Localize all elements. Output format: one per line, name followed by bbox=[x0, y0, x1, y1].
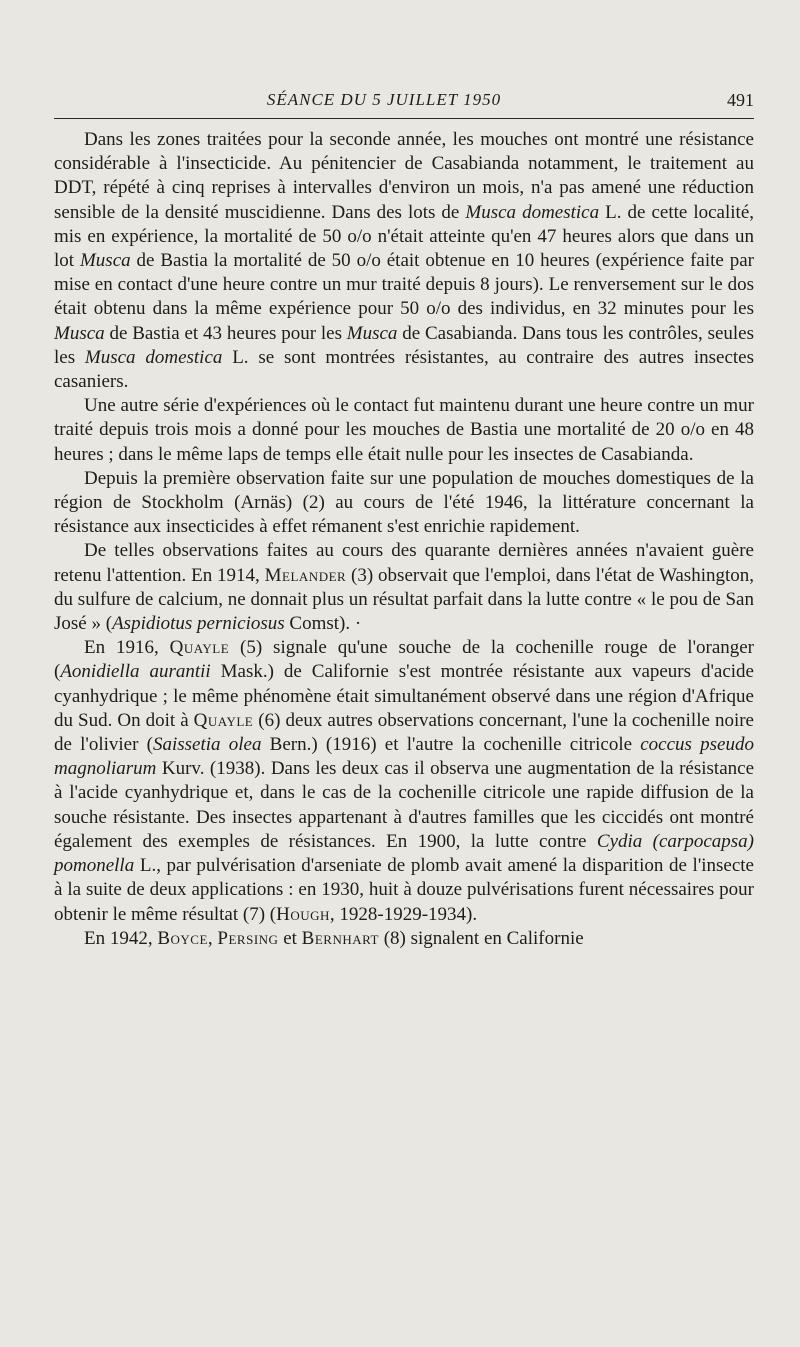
text-run: L. se sont montrées résistantes, au contraire des autres insectes casaniers. bbox=[54, 346, 755, 393]
running-head bbox=[54, 88, 754, 114]
text-run: , bbox=[207, 927, 218, 949]
text-run: et bbox=[278, 927, 302, 949]
species-name: Musca bbox=[79, 250, 131, 272]
species-name: Musca domestica bbox=[465, 201, 600, 223]
text-run: (3) observait que l'emploi, dans l'état de Washington, du sulfure de calcium, ne donnait plus un résultat parfait dans la lutte contre « le pou de San José » ( bbox=[54, 564, 754, 635]
text-run: En 1942, bbox=[84, 927, 158, 949]
text-run: (6) deux autres observations concernant, l'une la cochenille noire de l'olivier ( bbox=[54, 709, 754, 756]
paragraph-4 bbox=[54, 539, 754, 636]
species-name: Aonidiella aurantii bbox=[60, 661, 211, 683]
text-run: (8) signalent en Californie bbox=[378, 927, 584, 949]
species-name: Musca bbox=[54, 322, 105, 344]
text-run: de Bastia la mortalité de 50 o/o était obtenue en 10 heures (expérience faite par mise en contact d'une heure contre un mur traité depuis 8 jours). Le renversement sur le dos était obtenu dans la même expérience pour 50 o/o des individus, en 32 minutes pour les bbox=[54, 250, 754, 320]
text-run: Mask.) de Californie s'est montrée résistante aux vapeurs d'acide cyanhydrique ; le même phénomène était simultanément observé dans une région d'Afrique du Sud. On doit à bbox=[54, 661, 754, 731]
paragraph-2: Une autre série d'expériences où le contact fut maintenu durant une heure contre un mur traité depuis trois mois a donné pour les mouches de Bastia une mortalité de 20 o/o en 48 heures ; dans le même laps de temps elle était nulle pour les insectes de Casabianda. bbox=[54, 395, 754, 465]
header-rule bbox=[54, 118, 754, 119]
text-run: En 1916, bbox=[84, 637, 170, 659]
author-name: Melander bbox=[264, 564, 347, 586]
author-name: Persing bbox=[217, 927, 279, 949]
text-run: (5) signale qu'une souche de la cochenille rouge de l'oranger ( bbox=[54, 637, 755, 683]
text-run: Bern.) (1916) et l'autre la cochenille citricole bbox=[261, 734, 641, 756]
author-name: Hough bbox=[276, 903, 330, 925]
running-title: SÉANCE DU 5 JUILLET 1950 bbox=[266, 90, 502, 109]
text-run: L. de cette localité, mis en expérience, la mortalité de 50 o/o n'était atteinte qu'en 47 heures alors que dans un lot bbox=[54, 201, 754, 272]
text-run: L., par pulvérisation d'arseniate de plomb avait amené la disparition de l'insecte à la suite de deux applications : en 1930, huit à douze pulvérisations furent nécessaires pour obtenir le même résultat (7) ( bbox=[54, 855, 754, 925]
body-text bbox=[54, 128, 754, 951]
paragraph-3: Depuis la première observation faite sur une population de mouches domestiques de la région de Stockholm (Arnäs) (2) au cours de l'été 1946, la littérature concernant la résistance aux insecticides à effet rémanent s'est enrichie rapidement. bbox=[54, 467, 754, 538]
author-name: Bernhart bbox=[301, 927, 379, 949]
author-name: Quayle bbox=[193, 709, 254, 731]
text-run: , 1928-1929-1934). bbox=[329, 903, 478, 925]
species-name: coccus pseudo magnoliarum bbox=[54, 734, 754, 780]
species-name: Musca bbox=[346, 322, 398, 344]
paragraph-5 bbox=[54, 636, 754, 926]
text-run: de Bastia et 43 heures pour les bbox=[104, 322, 347, 344]
text-run: de Casabianda. Dans tous les contrôles, seules les bbox=[54, 322, 755, 368]
text-run: Kurv. (1938). Dans les deux cas il observa une augmentation de la résistance à l'acide cyanhydrique et, dans le cas de la cochenille citricole une rapide diffusion de la souche résistante. Des insectes appartenant à d'autres familles que les ciccidés ont montré également des exemples de résistances. En 1900, la lutte contre bbox=[54, 758, 754, 852]
text-run: Comst). · bbox=[284, 613, 362, 635]
paragraph-1 bbox=[54, 128, 754, 394]
species-name: Musca domestica bbox=[84, 346, 223, 368]
text-run: De telles observations faites au cours des quarante dernières années n'avaient guère retenu l'attention. En 1914, bbox=[54, 540, 754, 586]
author-name: Quayle bbox=[169, 637, 230, 659]
species-name: Cydia (carpocapsa) pomonella bbox=[54, 830, 754, 877]
text-run: Dans les zones traitées pour la seconde année, les mouches ont montré une résistance considérable à l'insecticide. Au pénitencier de Casabianda notamment, le traitement au DDT, répété à cinq reprises à intervalles d'environ un mois, n'a pas amené une réduction sensible de la densité muscidienne. Dans des lots de bbox=[54, 129, 754, 223]
species-name: Saissetia olea bbox=[152, 734, 262, 756]
page-number: 491 bbox=[727, 90, 754, 110]
paragraph-6 bbox=[54, 927, 754, 951]
species-name: Aspidiotus perniciosus bbox=[112, 613, 285, 635]
author-name: Boyce bbox=[157, 927, 208, 949]
